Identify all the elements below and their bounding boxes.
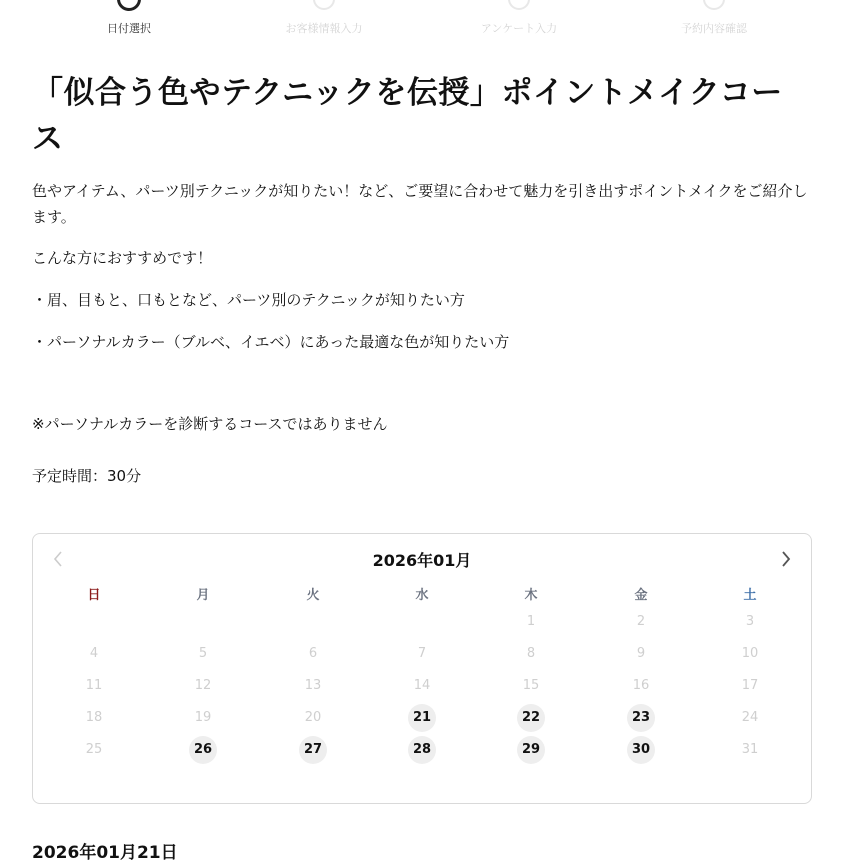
progress-stepper [0,0,862,40]
calendar-day-available[interactable]: 30 [627,736,655,764]
calendar-day-available[interactable]: 28 [408,736,436,764]
step-1-label: 日付選択 [107,22,151,35]
calendar-day-disabled: 8 [526,646,536,661]
calendar-day-disabled: 6 [308,646,318,661]
calendar-day-disabled: 9 [636,646,646,661]
weekday-header: 木 [524,588,538,603]
calendar-day-disabled: 11 [85,678,103,693]
weekday-header: 月 [196,588,210,603]
step-3-indicator [508,0,530,10]
date-calendar [32,533,812,804]
step-4-label: 予約内容確認 [681,22,747,35]
calendar-day-disabled: 20 [304,710,322,725]
calendar-day-available[interactable]: 29 [517,736,545,764]
weekday-header: 火 [306,588,320,603]
weekday-header: 水 [415,588,429,603]
weekday-header: 土 [743,588,757,603]
calendar-day-disabled: 25 [85,742,103,757]
calendar-day-disabled: 7 [417,646,427,661]
calendar-day-disabled: 2 [636,614,646,629]
step-1-indicator [117,0,141,11]
step-3-label: アンケート入力 [480,22,558,35]
calendar-day-disabled: 10 [741,646,759,661]
calendar-day-available[interactable]: 23 [627,704,655,732]
calendar-day-disabled: 24 [741,710,759,725]
calendar-day-disabled: 5 [198,646,208,661]
next-month-button[interactable] [775,548,797,570]
calendar-day-disabled: 1 [526,614,536,629]
disclaimer-note: ※パーソナルカラーを診断するコースではありません [32,415,388,433]
step-4-indicator [703,0,725,10]
calendar-day-available[interactable]: 27 [299,736,327,764]
chevron-right-icon [780,551,792,567]
calendar-day-disabled: 31 [741,742,759,757]
calendar-day-disabled: 12 [194,678,212,693]
calendar-day-disabled: 18 [85,710,103,725]
calendar-day-disabled: 17 [741,678,759,693]
calendar-month-label: 2026年01月 [372,551,472,570]
step-2-label: お客様情報入力 [285,22,363,35]
calendar-day-disabled: 15 [522,678,540,693]
course-title: 「似合う色やテクニックを伝授」ポイントメイクコース [32,75,783,157]
step-2-indicator [313,0,335,10]
calendar-day-available[interactable]: 26 [189,736,217,764]
weekday-header: 金 [634,588,648,603]
calendar-day-disabled: 13 [304,678,322,693]
recommend-item-parts: ・眉、目もと、口もとなど、パーツ別のテクニックが知りたい方 [32,291,465,309]
calendar-day-available[interactable]: 21 [408,704,436,732]
course-description: 色やアイテム、パーツ別テクニックが知りたい！など、ご要望に合わせて魅力を引き出すポイントメイクをご紹介します。 [32,182,808,226]
calendar-day-disabled: 14 [413,678,431,693]
calendar-day-available[interactable]: 22 [517,704,545,732]
recommend-item-color: ・パーソナルカラー（ブルベ、イエベ）にあった最適な色が知りたい方 [32,333,510,351]
duration-text: 予定時間：30分 [32,467,142,485]
calendar-day-disabled: 3 [745,614,755,629]
recommend-heading: こんな方におすすめです！ [32,249,213,267]
weekday-header: 日 [87,588,101,603]
selected-date-heading: 2026年01月21日 [32,843,178,863]
calendar-day-disabled: 4 [89,646,99,661]
calendar-day-disabled: 16 [632,678,650,693]
calendar-day-disabled: 19 [194,710,212,725]
